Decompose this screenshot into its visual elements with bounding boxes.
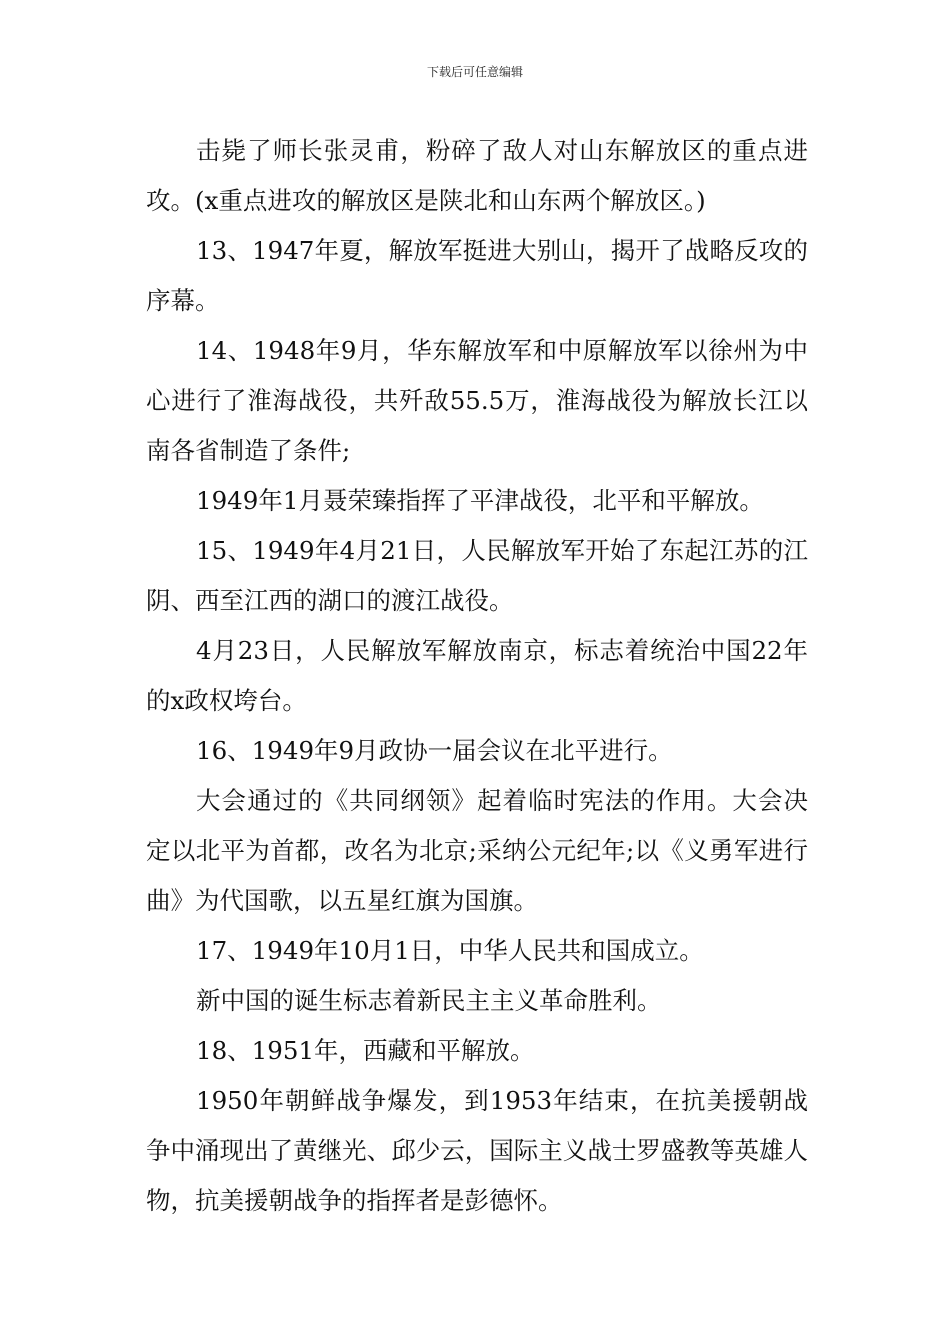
- paragraph: 击毙了师长张灵甫，粉碎了敌人对山东解放区的重点进攻。(x重点进攻的解放区是陕北和山东两个解放区。): [146, 136, 808, 215]
- paragraph: 1949年1月聂荣臻指挥了平津战役，北平和平解放。: [196, 486, 764, 515]
- page-header: 下载后可任意编辑: [426, 65, 523, 79]
- paragraph: 新中国的诞生标志着新民主主义革命胜利。: [196, 986, 662, 1015]
- paragraph: 16、1949年9月政协一届会议在北平进行。: [196, 736, 673, 765]
- paragraph: 大会通过的《共同纲领》起着临时宪法的作用。大会决定以北平为首都，改名为北京;采纳公元纪年;以《义勇军进行曲》为代国歌，以五星红旗为国旗。: [146, 786, 808, 915]
- paragraph: 13、1947年夏，解放军挺进大别山，揭开了战略反攻的序幕。: [146, 236, 808, 315]
- paragraph: 14、1948年9月，华东解放军和中原解放军以徐州为中心进行了淮海战役，共歼敌55.5万，淮海战役为解放长江以南各省制造了条件;: [146, 336, 808, 465]
- paragraph: 15、1949年4月21日，人民解放军开始了东起江苏的江阴、西至江西的湖口的渡江战役。: [146, 536, 808, 615]
- paragraph: 18、1951年，西藏和平解放。: [196, 1036, 535, 1065]
- paragraph: 1950年朝鲜战争爆发，到1953年结束，在抗美援朝战争中涌现出了黄继光、邱少云，国际主义战士罗盛教等英雄人物，抗美援朝战争的指挥者是彭德怀。: [146, 1086, 808, 1215]
- document-body: [146, 126, 808, 1226]
- paragraph: 4月23日，人民解放军解放南京，标志着统治中国22年的x政权垮台。: [146, 636, 808, 715]
- paragraph: 17、1949年10月1日，中华人民共和国成立。: [196, 936, 704, 965]
